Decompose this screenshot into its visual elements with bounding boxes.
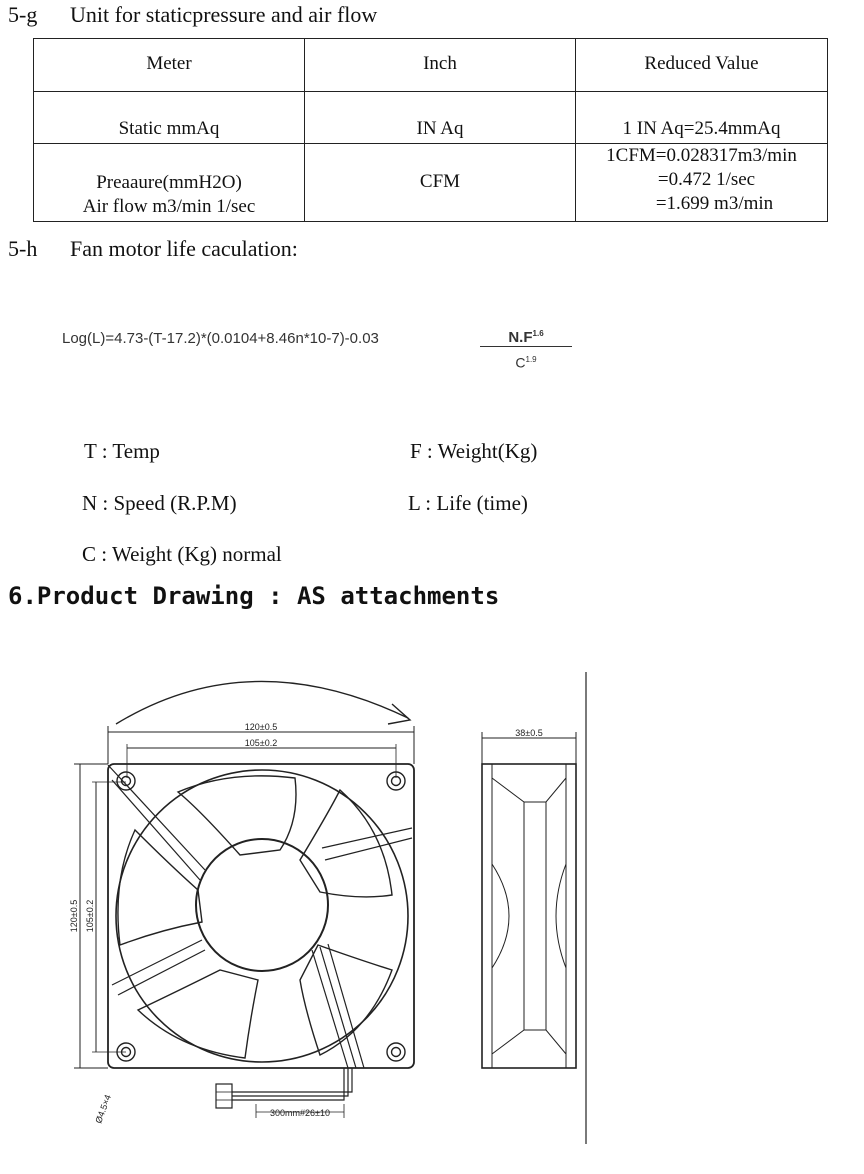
cell-line: 1CFM=0.028317m3/min [606, 145, 797, 166]
var-weight: F : Weight(Kg) [410, 439, 538, 463]
formula-denominator [480, 347, 572, 371]
mount-hole [117, 772, 135, 790]
cell-line: Static mmAq [118, 118, 220, 139]
fan-blade [118, 830, 202, 945]
section-5g-heading [8, 2, 377, 28]
cell-line: Air flow m3/min 1/sec [82, 196, 256, 217]
numerator-text: N.F [508, 329, 533, 346]
dim-depth: 38±0.5 [515, 728, 543, 738]
fan-venturi [116, 770, 408, 1062]
dim-hole-pitch-h: 105±0.2 [244, 738, 278, 748]
cell-line: =0.472 1/sec [657, 169, 756, 190]
fan-blade [300, 945, 392, 1055]
cell-inch [305, 144, 576, 222]
formula-fraction [480, 322, 572, 371]
cell-line: Preaaure(mmH2O) [96, 172, 242, 193]
table-row [34, 92, 828, 144]
formula-numerator [480, 322, 572, 346]
connector [216, 1084, 232, 1108]
section-5h-number: 5-h [8, 236, 38, 261]
section-5g-number: 5-g [8, 2, 38, 27]
table-row [34, 144, 828, 222]
cell-line: CFM [419, 170, 461, 192]
dim-lead-wire: 300mm#26±10 [270, 1108, 330, 1118]
dim-outer-width: 120±0.5 [244, 722, 278, 732]
section-5h-heading [8, 236, 298, 262]
denominator-exponent: 1.9 [525, 355, 537, 364]
fan-blade [138, 970, 258, 1058]
cell-reduced [576, 92, 828, 144]
header-inch: Inch [305, 39, 576, 92]
var-life: L : Life (time) [408, 491, 528, 515]
mount-hole [387, 1043, 405, 1061]
cell-line: =1.699 m3/min [655, 193, 774, 214]
cell-inch: IN Aq [305, 92, 576, 144]
denominator-text: C [515, 354, 526, 371]
var-weight-normal: C : Weight (Kg) normal [82, 542, 282, 566]
cell-reduced [576, 144, 828, 222]
dim-hole: Ø4.5×4 [93, 1093, 113, 1125]
header-meter: Meter [34, 39, 305, 92]
dim-hole-pitch-v: 105±0.2 [85, 899, 95, 933]
cell-line: 1 IN Aq=25.4mmAq [622, 118, 781, 139]
side-view-frame [482, 764, 576, 1068]
dim-outer-height: 120±0.5 [69, 899, 79, 933]
section-6-title: 6.Product Drawing : AS attachments [8, 582, 500, 610]
cell-meter [34, 144, 305, 222]
section-5h-title: Fan motor life caculation: [70, 236, 298, 261]
fan-hub [196, 839, 328, 971]
cell-meter [34, 92, 305, 144]
life-formula: Log(L)=4.73-(T-17.2)*(0.0104+8.46n*10-7)-0.03 [62, 330, 379, 347]
lead-wire [232, 1068, 344, 1100]
numerator-exponent: 1.6 [532, 329, 544, 338]
var-temp: T : Temp [84, 439, 160, 463]
fan-frame [108, 764, 414, 1068]
units-table [33, 38, 828, 222]
var-speed: N : Speed (R.P.M) [82, 491, 237, 515]
fan-blade [300, 790, 392, 897]
rotation-arrow [116, 681, 408, 724]
section-5g-title: Unit for staticpressure and air flow [70, 2, 378, 27]
product-drawing [0, 660, 864, 1160]
header-reduced-value: Reduced Value [576, 39, 828, 92]
table-header-row [34, 39, 828, 92]
